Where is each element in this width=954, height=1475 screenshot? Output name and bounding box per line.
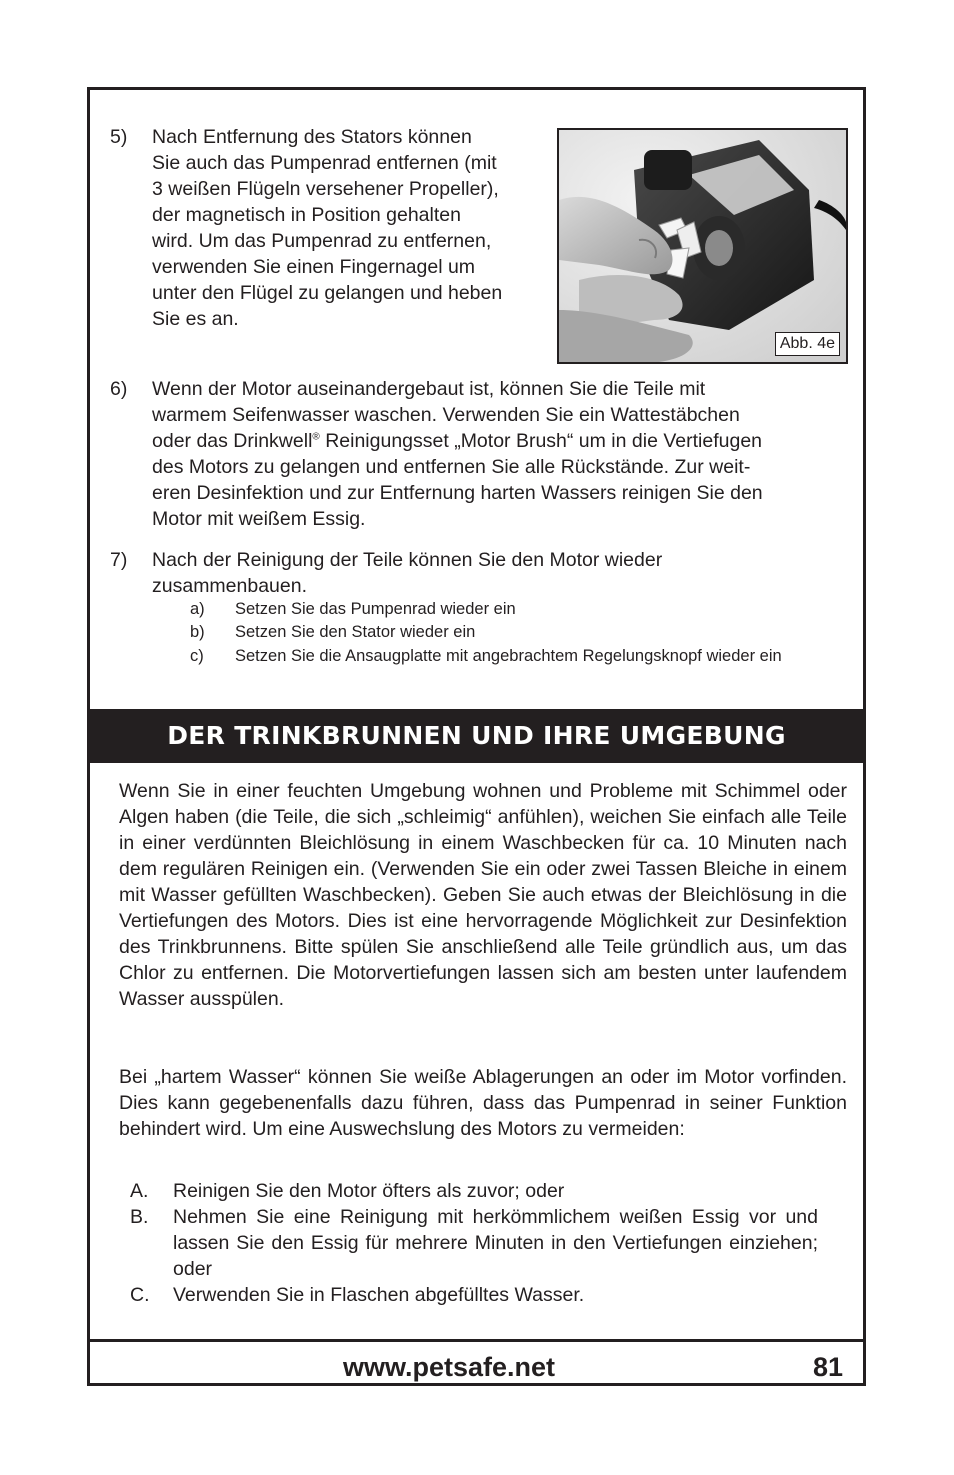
footer-divider bbox=[90, 1339, 863, 1342]
registered-mark: ® bbox=[312, 431, 320, 443]
text-line: Nach Entfernung des Stators können bbox=[152, 126, 472, 148]
step-number: 6) bbox=[110, 378, 128, 400]
text-line: warmem Seifenwasser waschen. Verwenden Sie ein Wattestäbchen bbox=[152, 404, 740, 426]
step-number: 7) bbox=[110, 549, 128, 571]
text-line: unter den Flügel zu gelangen und heben bbox=[152, 282, 503, 304]
footer-url: www.petsafe.net bbox=[343, 1352, 556, 1382]
section-title: DER TRINKBRUNNEN UND IHRE UMGEBUNG bbox=[167, 721, 786, 750]
text-line: Wenn der Motor auseinandergebaut ist, können Sie die Teile mit bbox=[152, 378, 706, 400]
substep-label: b) bbox=[190, 623, 205, 641]
substep-label: a) bbox=[190, 600, 205, 618]
text-line bbox=[152, 428, 763, 454]
option-text: Verwenden Sie in Flaschen abgefülltes Wasser. bbox=[173, 1284, 585, 1306]
option-label: B. bbox=[130, 1206, 149, 1228]
text-line: zusammenbauen. bbox=[152, 575, 308, 597]
text-line: verwenden Sie einen Fingernagel um bbox=[152, 256, 476, 278]
text-fragment: Reinigungsset „Motor Brush“ um in die Vertiefugen bbox=[319, 430, 763, 452]
text-line: wird. Um das Pumpenrad zu entfernen, bbox=[152, 230, 492, 252]
substep-label: c) bbox=[190, 647, 204, 665]
option-text: Nehmen Sie eine Reinigung mit herkömmlichem weißen Essig vor und lassen Sie den Essig für mehrere Minuten in den Vertiefungen einziehen; oder bbox=[173, 1206, 818, 1280]
text-line: 3 weißen Flügeln versehener Propeller), bbox=[152, 178, 499, 200]
substep-text: Setzen Sie das Pumpenrad wieder ein bbox=[235, 600, 516, 618]
step-text bbox=[152, 124, 502, 332]
text-line: Motor mit weißem Essig. bbox=[152, 508, 366, 530]
text-line: eren Desinfektion und zur Entfernung harten Wassers reinigen Sie den bbox=[152, 482, 763, 504]
figure-label: Abb. 4e bbox=[775, 332, 840, 356]
page-number: 81 bbox=[812, 1352, 843, 1382]
step-number: 5) bbox=[110, 126, 128, 148]
text-line: des Motors zu gelangen und entfernen Sie alle Rückstände. Zur weit- bbox=[152, 456, 751, 478]
pump-impeller-photo bbox=[559, 130, 846, 362]
substep-text: Setzen Sie die Ansaugplatte mit angebrachtem Regelungsknopf wieder ein bbox=[235, 647, 782, 665]
section-banner bbox=[90, 709, 863, 763]
figure-photo bbox=[557, 128, 848, 364]
option-text: Reinigen Sie den Motor öfters als zuvor; oder bbox=[173, 1180, 565, 1202]
text-line: der magnetisch in Position gehalten bbox=[152, 204, 461, 226]
step-text bbox=[152, 376, 763, 532]
option-label: A. bbox=[130, 1180, 149, 1202]
text-fragment: oder das Drinkwell bbox=[152, 430, 313, 452]
substep-text: Setzen Sie den Stator wieder ein bbox=[235, 623, 476, 641]
paragraph-mold-algae: Wenn Sie in einer feuchten Umgebung wohnen und Probleme mit Schimmel oder Algen haben (die Teile, die sich „schleimig“ anfühlen), weichen Sie einfach alle Teile in einer verdünnten Bleichlösung in einem Waschbecken für ca. 10 Minuten nach dem regulären Reinigen ein. (Verwenden Sie ein oder zwei Tassen Bleiche in einem mit Wasser gefüllten Waschbecken). Geben Sie auch etwas der Bleichlösung in die Vertiefungen des Motors. Dies ist eine hervorragende Möglichkeit zur Desinfektion des Trinkbrunnens. Bitte spülen Sie anschließend alle Teile gründlich aus, um das Chlor zu entfernen. Die Motorvertiefungen lassen sich am besten unter laufendem Wasser ausspülen. bbox=[119, 780, 847, 1010]
text-line: Sie es an. bbox=[152, 308, 239, 330]
option-label: C. bbox=[130, 1284, 150, 1306]
step-text bbox=[152, 547, 662, 599]
paragraph-hard-water: Bei „hartem Wasser“ können Sie weiße Ablagerungen an oder im Motor vorfinden. Dies kann gegebenenfalls dazu führen, dass das Pumpenrad in seiner Funktion behindert wird. Um eine Auswechslung des Motors zu vermeiden: bbox=[119, 1066, 847, 1140]
page-frame bbox=[87, 87, 866, 1386]
text-line: Nach der Reinigung der Teile können Sie den Motor wieder bbox=[152, 549, 663, 571]
text-line: Sie auch das Pumpenrad entfernen (mit bbox=[152, 152, 497, 174]
